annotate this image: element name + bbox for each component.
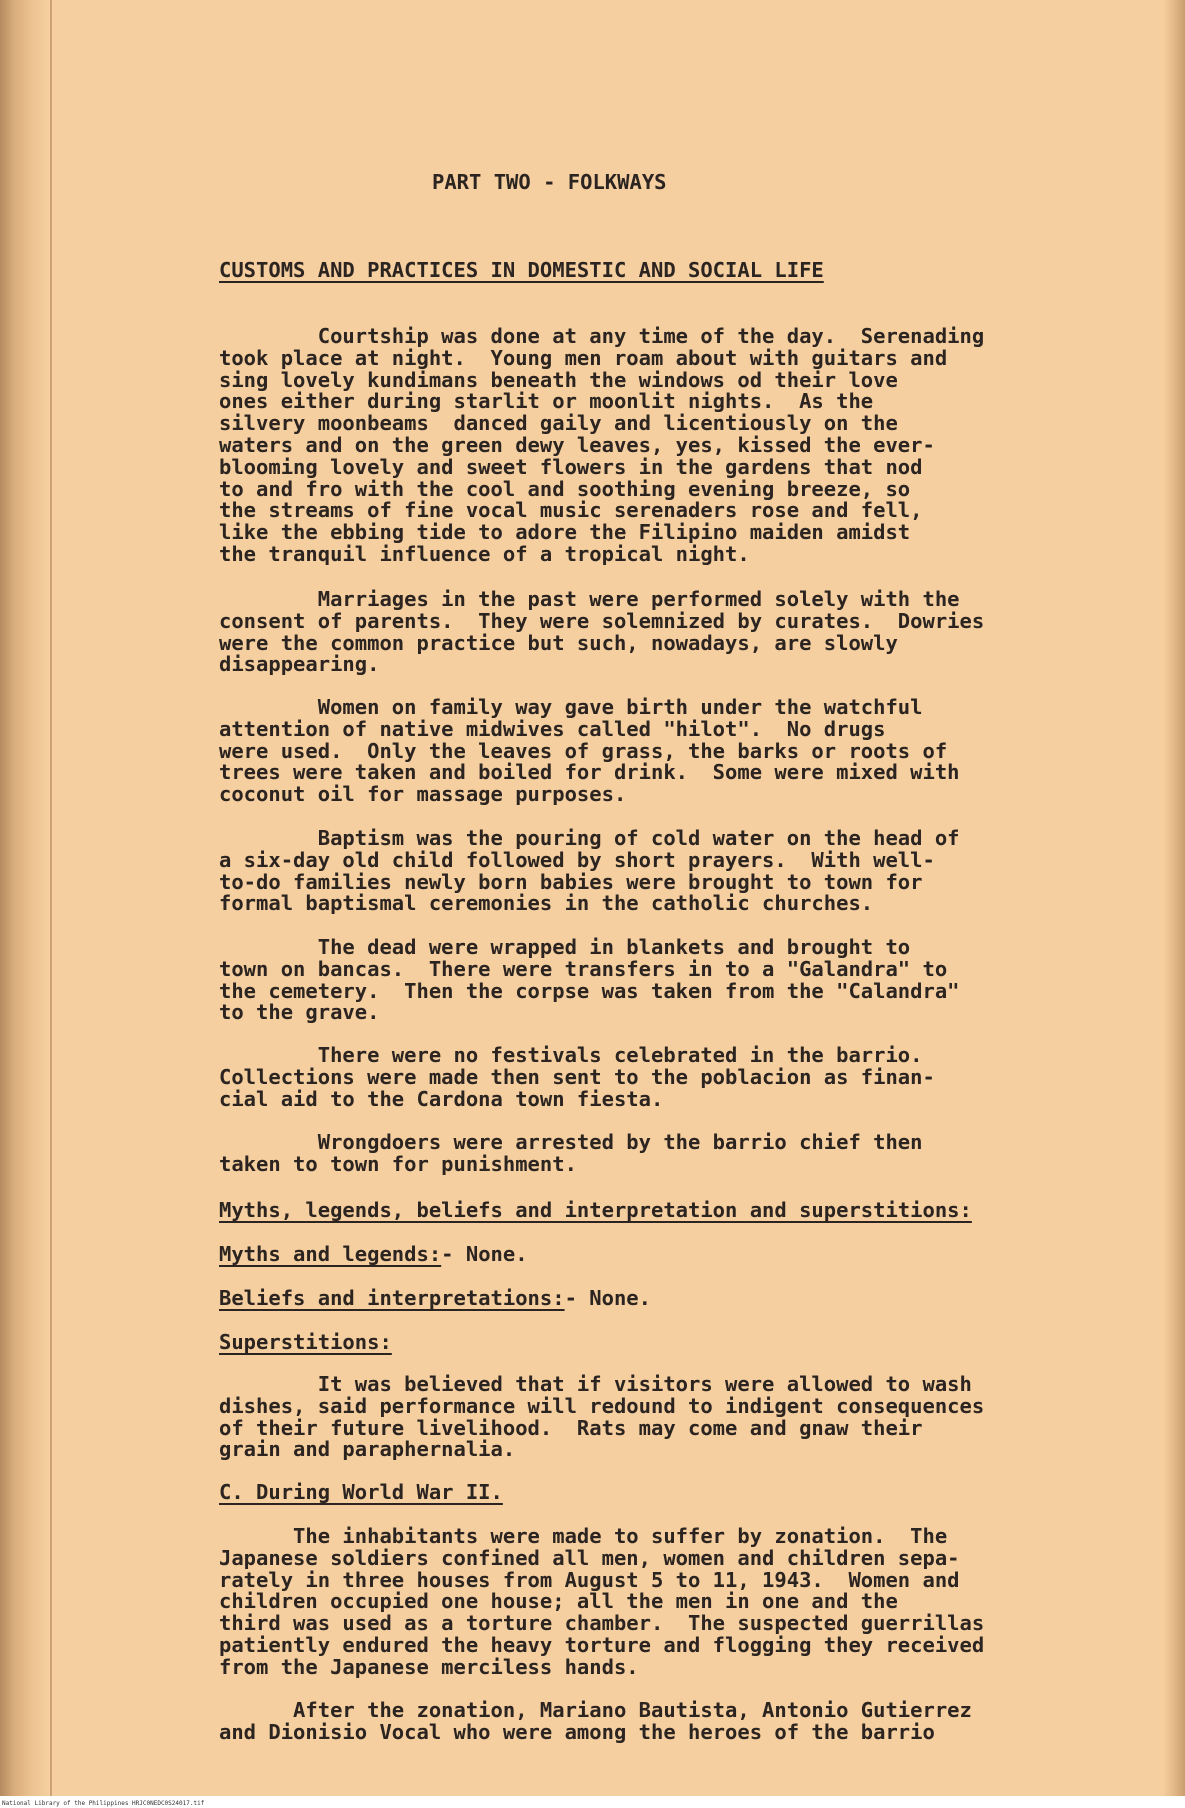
- beliefs-label: Beliefs and interpretations:: [219, 1286, 565, 1310]
- paragraph-courtship: Courtship was done at any time of the day. Serenading took place at night. Young men roam about with guitars and sing lovely kundimans beneath the windows od their love ones either during starlit or moonlit nights. As the silvery moonbeams danced gaily and licentiously on the waters and on the green dewy leaves, yes, kissed the ever- blooming lovely and sweet flowers in the gardens that nod to and fro with the cool and soothing evening breeze, so the streams of fine vocal music serenaders rose and fell, like the ebbing tide to adore the Filipino maiden amidst the tranquil influence of a tropical night.: [219, 324, 985, 566]
- paragraph-superstitions: It was believed that if visitors were allowed to wash dishes, said performance will redound to indigent consequences of their future livelihood. Rats may come and gnaw their grain and paraphernalia.: [219, 1372, 985, 1462]
- myths-heading: Myths, legends, beliefs and interpretation and superstitions:: [219, 1198, 972, 1222]
- paragraph-after-zonation: After the zonation, Mariano Bautista, Antonio Gutierrez and Dionisio Vocal who were among the heroes of the barrio: [219, 1698, 972, 1744]
- paragraph-women: Women on family way gave birth under the watchful attention of native midwives called "hilot". No drugs were used. Only the leaves of grass, the barks or roots of trees were taken and boiled for drink. Some were mixed with coconut oil for massage purposes.: [219, 695, 960, 807]
- paragraph-dead: The dead were wrapped in blankets and brought to town on bancas. There were transfers in to a "Galandra" to the cemetery. Then the corpse was taken from the "Calandra" to the grave.: [219, 935, 960, 1025]
- myths-label: Myths and legends:: [219, 1242, 442, 1266]
- page-binding-edge: [0, 0, 48, 1808]
- beliefs-value: - None.: [564, 1286, 651, 1310]
- paragraph-festivals: There were no festivals celebrated in the barrio. Collections were made then sent to the poblacion as finan- cial aid to the Cardona town fiesta.: [219, 1043, 935, 1111]
- myths-line: [219, 1242, 528, 1266]
- paragraph-marriages: Marriages in the past were performed solely with the consent of parents. They were solemnized by curates. Dowries were the common practice but such, nowadays, are slowly disappearing.: [219, 587, 985, 677]
- section-heading: CUSTOMS AND PRACTICES IN DOMESTIC AND SOCIAL LIFE: [219, 258, 824, 282]
- paragraph-world-war: The inhabitants were made to suffer by zonation. The Japanese soldiers confined all men, women and children sepa- rately in three houses from August 5 to 11, 1943. Women and children occupied one house; all the men in one and the third was used as a torture chamber. The suspected guerrillas patiently endured the heavy torture and flogging they received from the Japanese merciless hands.: [219, 1524, 985, 1679]
- beliefs-line: [219, 1286, 651, 1310]
- page-right-edge: [1163, 0, 1185, 1808]
- page-margin-line: [50, 0, 52, 1808]
- paragraph-baptism: Baptism was the pouring of cold water on the head of a six-day old child followed by short prayers. With well- to-do families newly born babies were brought to town for formal baptismal ceremonies in the catholic churches.: [219, 826, 960, 916]
- scan-footer-text: National Library of the Philippines HRJC0NEDC0S24017.tif: [2, 1800, 205, 1807]
- myths-value: - None.: [441, 1242, 528, 1266]
- page-title: PART TWO - FOLKWAYS: [432, 170, 667, 194]
- paragraph-wrongdoers: Wrongdoers were arrested by the barrio chief then taken to town for punishment.: [219, 1130, 923, 1176]
- superstitions-heading: Superstitions:: [219, 1330, 392, 1354]
- scan-footer-strip: [0, 1796, 1185, 1808]
- war-heading: C. During World War II.: [219, 1480, 503, 1504]
